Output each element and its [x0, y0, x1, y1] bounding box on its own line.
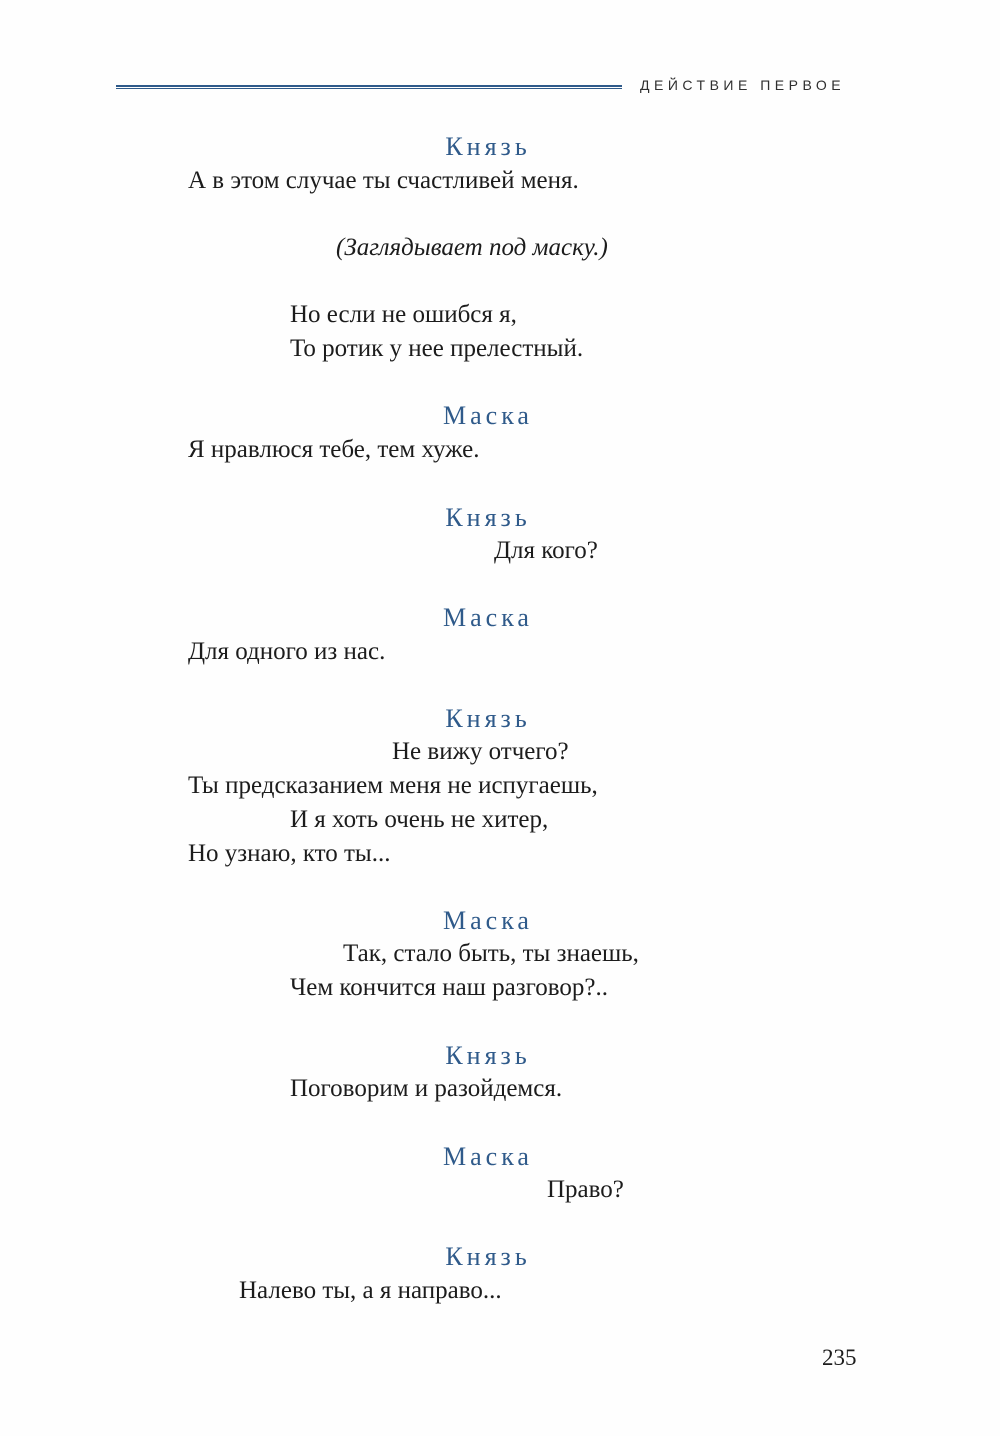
dialogue-line: Ты предсказанием меня не испугаешь,: [188, 772, 598, 799]
speaker-name: Маска: [443, 1142, 533, 1171]
speaker-name: Маска: [443, 906, 533, 935]
dialogue-line: И я хоть очень не хитер,: [290, 806, 549, 833]
speaker-name: Маска: [443, 603, 533, 632]
dialogue-line: А в этом случае ты счастливей меня.: [188, 167, 579, 194]
dialogue-line: Не вижу отчего?: [392, 738, 569, 765]
dialogue-line: Чем кончится наш разговор?..: [290, 974, 609, 1001]
dialogue-line: Для одного из нас.: [188, 638, 386, 665]
running-head: ДЕЙСТВИЕ ПЕРВОЕ: [640, 77, 846, 93]
stage-direction: (Заглядывает под маску.): [336, 234, 608, 261]
speaker-name: Князь: [445, 132, 531, 161]
header-rule: [116, 85, 622, 89]
dialogue-line: То ротик у нее прелестный.: [290, 335, 584, 362]
dialogue-line: Я нравлюся тебе, тем хуже.: [188, 436, 480, 463]
dialogue-line: Поговорим и разойдемся.: [290, 1075, 563, 1102]
speaker-name: Князь: [445, 1041, 531, 1070]
dialogue-line: Право?: [547, 1176, 624, 1203]
speaker-name: Князь: [445, 704, 531, 733]
speaker-name: Князь: [445, 1242, 531, 1271]
dialogue-line: Так, стало быть, ты знаешь,: [343, 940, 639, 967]
dialogue-line: Но если не ошибся я,: [290, 301, 517, 328]
page-number: 235: [822, 1345, 857, 1370]
dialogue-line: Налево ты, а я направо...: [239, 1277, 502, 1304]
dialogue-line: Но узнаю, кто ты...: [188, 840, 391, 867]
speaker-name: Князь: [445, 503, 531, 532]
dialogue-line: Для кого?: [494, 537, 598, 564]
speaker-name: Маска: [443, 401, 533, 430]
